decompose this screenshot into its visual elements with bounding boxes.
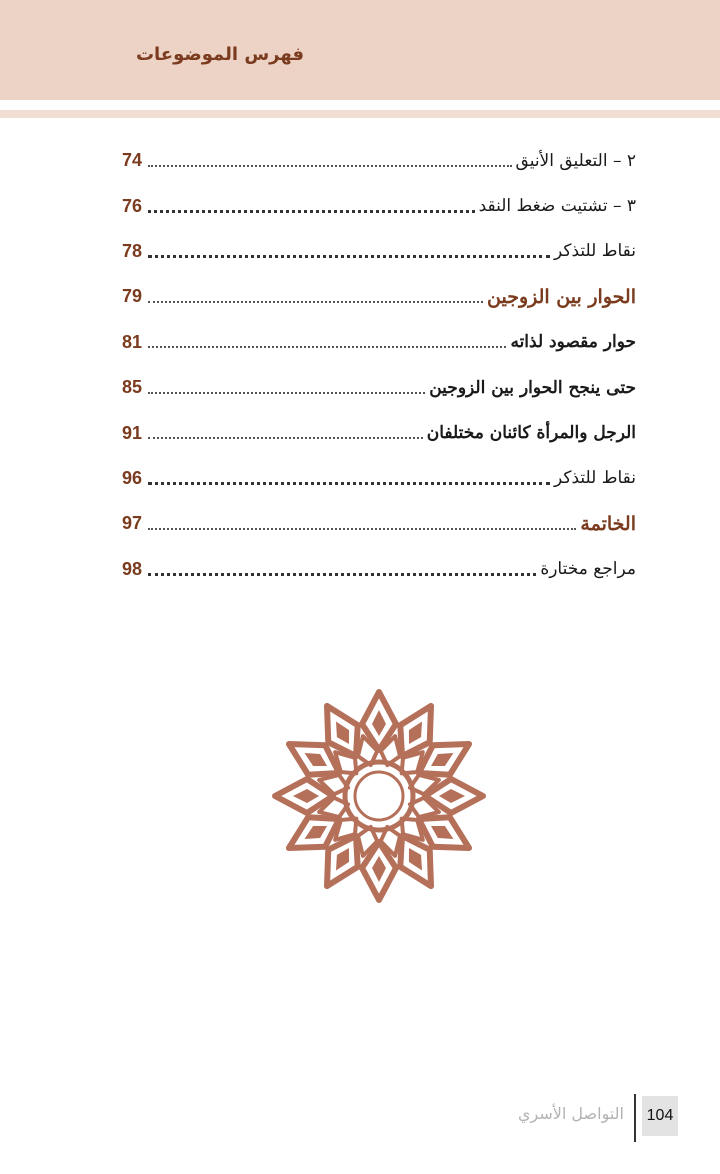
header-stripe <box>0 110 720 118</box>
toc-entry-page: 91 <box>122 422 143 443</box>
toc-entry <box>122 320 636 365</box>
toc-entry-page: 78 <box>122 240 143 261</box>
toc-leader-dots <box>148 392 425 394</box>
toc-leader-dots <box>148 528 576 530</box>
toc-entry-page: 98 <box>122 558 143 579</box>
toc-entry <box>122 501 636 546</box>
toc-entry-label: ٣ – تشتيت ضغط النقد <box>478 196 636 217</box>
toc-leader-dots <box>148 210 475 213</box>
toc-entry <box>122 365 636 410</box>
toc-entry <box>122 410 636 455</box>
toc-leader-dots <box>148 346 506 348</box>
toc-entry-label: ٢ – التعليق الأنيق <box>515 150 636 171</box>
toc-entry-page: 97 <box>122 513 143 534</box>
toc-entry <box>122 229 636 274</box>
star-flower-ornament-icon <box>267 686 491 906</box>
toc-entry-label: نقاط للتذكر <box>554 468 636 489</box>
toc-entry-label: حوار مقصود لذاته <box>510 332 636 353</box>
footer-divider <box>634 1094 636 1142</box>
toc-entry-label: نقاط للتذكر <box>554 241 636 262</box>
toc-entry <box>122 274 636 319</box>
footer-page-number: 104 <box>642 1096 678 1136</box>
toc-entry-label: الخاتمة <box>580 512 636 535</box>
toc-entry-page: 85 <box>122 377 143 398</box>
toc-entry-page: 76 <box>122 195 143 216</box>
toc-entry-label: الرجل والمرأة كائنان مختلفان <box>426 423 636 444</box>
table-of-contents <box>122 138 636 592</box>
toc-entry-page: 96 <box>122 467 143 488</box>
toc-leader-dots <box>148 573 536 576</box>
toc-entry-label: مراجع مختارة <box>540 559 636 580</box>
toc-entry-page: 74 <box>122 150 143 171</box>
toc-leader-dots <box>148 437 423 439</box>
toc-leader-dots <box>148 255 550 258</box>
toc-entry-page: 79 <box>122 286 143 307</box>
toc-leader-dots <box>148 482 550 485</box>
page-title: فهرس الموضوعات <box>135 44 305 65</box>
toc-entry <box>122 547 636 592</box>
toc-entry <box>122 183 636 228</box>
toc-entry-label: الحوار بين الزوجين <box>487 285 636 308</box>
toc-leader-dots <box>148 165 512 167</box>
toc-entry-page: 81 <box>122 331 143 352</box>
header-band <box>0 0 720 100</box>
footer-book-title: التواصل الأسري <box>518 1104 624 1123</box>
toc-entry <box>122 138 636 183</box>
toc-entry-label: حتى ينجح الحوار بين الزوجين <box>429 377 636 398</box>
toc-entry <box>122 456 636 501</box>
toc-leader-dots <box>148 301 483 303</box>
